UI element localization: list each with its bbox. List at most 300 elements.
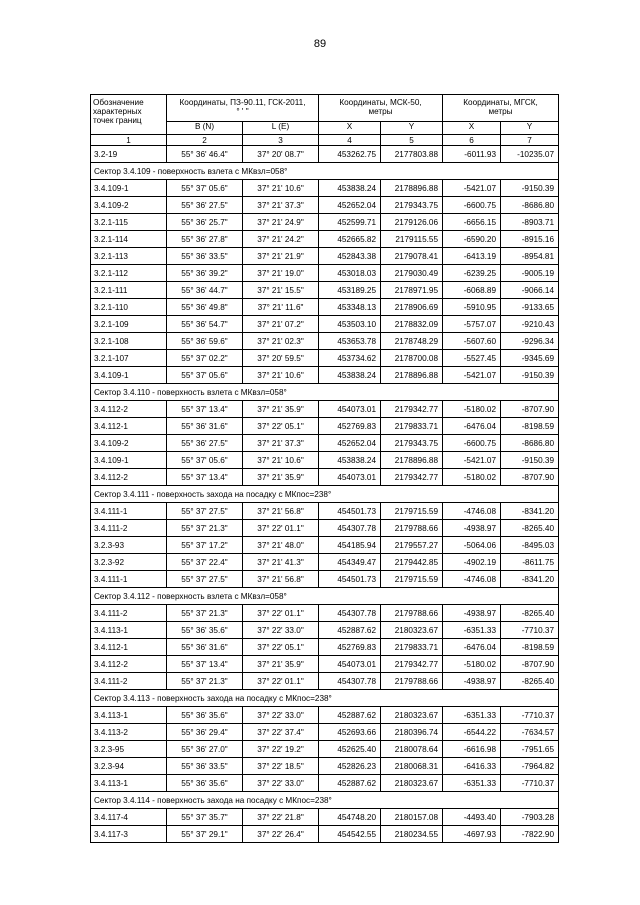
longitude-cell: 37° 21' 48.0" bbox=[243, 537, 319, 554]
point-id-cell: 3.4.117-3 bbox=[91, 826, 167, 843]
sector-title: Сектор 3.4.109 - поверхность взлета с МКвзл=058° bbox=[91, 163, 559, 180]
mgsk-y-cell: -7903.28 bbox=[501, 809, 559, 826]
msk-x-cell: 452887.62 bbox=[319, 707, 381, 724]
msk-x-cell: 452769.83 bbox=[319, 418, 381, 435]
latitude-cell: 55° 36' 49.8" bbox=[167, 299, 243, 316]
table-row bbox=[91, 367, 559, 384]
sector-title: Сектор 3.4.110 - поверхность взлета с МКвзл=058° bbox=[91, 384, 559, 401]
column-index: 3 bbox=[243, 135, 319, 146]
msk-x-cell: 454073.01 bbox=[319, 469, 381, 486]
latitude-cell: 55° 37' 21.3" bbox=[167, 520, 243, 537]
mgsk-y-cell: -7710.37 bbox=[501, 775, 559, 792]
point-id-cell: 3.4.112-2 bbox=[91, 401, 167, 418]
mgsk-y-cell: -9066.14 bbox=[501, 282, 559, 299]
header-col-x-msk: X bbox=[319, 122, 381, 135]
msk-y-cell: 2180234.55 bbox=[381, 826, 443, 843]
column-index: 5 bbox=[381, 135, 443, 146]
msk-y-cell: 2180078.64 bbox=[381, 741, 443, 758]
point-id-cell: 3.4.112-2 bbox=[91, 656, 167, 673]
table-row bbox=[91, 605, 559, 622]
mgsk-y-cell: -8198.59 bbox=[501, 418, 559, 435]
msk-x-cell: 452887.62 bbox=[319, 775, 381, 792]
table-row bbox=[91, 809, 559, 826]
point-id-cell: 3.4.109-1 bbox=[91, 367, 167, 384]
latitude-cell: 55° 37' 29.1" bbox=[167, 826, 243, 843]
table-row bbox=[91, 282, 559, 299]
msk-y-cell: 2179715.59 bbox=[381, 571, 443, 588]
longitude-cell: 37° 21' 10.6" bbox=[243, 180, 319, 197]
msk-x-cell: 453189.25 bbox=[319, 282, 381, 299]
mgsk-y-cell: -7634.57 bbox=[501, 724, 559, 741]
mgsk-x-cell: -6068.89 bbox=[443, 282, 501, 299]
msk-x-cell: 453838.24 bbox=[319, 367, 381, 384]
column-index: 7 bbox=[501, 135, 559, 146]
mgsk-y-cell: -7822.90 bbox=[501, 826, 559, 843]
mgsk-y-cell: -9296.34 bbox=[501, 333, 559, 350]
latitude-cell: 55° 36' 59.6" bbox=[167, 333, 243, 350]
table-row bbox=[91, 299, 559, 316]
latitude-cell: 55° 37' 05.6" bbox=[167, 452, 243, 469]
msk-y-cell: 2179115.55 bbox=[381, 231, 443, 248]
longitude-cell: 37° 21' 24.9" bbox=[243, 214, 319, 231]
mgsk-x-cell: -4938.97 bbox=[443, 520, 501, 537]
point-id-cell: 3.4.109-2 bbox=[91, 197, 167, 214]
mgsk-y-cell: -8903.71 bbox=[501, 214, 559, 231]
msk-x-cell: 453653.78 bbox=[319, 333, 381, 350]
mgsk-y-cell: -8198.59 bbox=[501, 639, 559, 656]
longitude-cell: 37° 20' 59.5" bbox=[243, 350, 319, 367]
msk-x-cell: 454073.01 bbox=[319, 656, 381, 673]
table-row bbox=[91, 333, 559, 350]
longitude-cell: 37° 22' 21.8" bbox=[243, 809, 319, 826]
mgsk-x-cell: -6544.22 bbox=[443, 724, 501, 741]
msk-y-cell: 2179788.66 bbox=[381, 520, 443, 537]
mgsk-y-cell: -7710.37 bbox=[501, 707, 559, 724]
sector-title: Сектор 3.4.113 - поверхность захода на посадку с МКпос=238° bbox=[91, 690, 559, 707]
msk-x-cell: 452599.71 bbox=[319, 214, 381, 231]
msk-x-cell: 453018.03 bbox=[319, 265, 381, 282]
latitude-cell: 55° 36' 27.8" bbox=[167, 231, 243, 248]
msk-y-cell: 2179078.41 bbox=[381, 248, 443, 265]
longitude-cell: 37° 21' 21.9" bbox=[243, 248, 319, 265]
latitude-cell: 55° 37' 21.3" bbox=[167, 605, 243, 622]
table-row bbox=[91, 248, 559, 265]
point-id-cell: 3.4.109-1 bbox=[91, 452, 167, 469]
point-id-cell: 3.2.1-107 bbox=[91, 350, 167, 367]
longitude-cell: 37° 22' 01.1" bbox=[243, 673, 319, 690]
latitude-cell: 55° 37' 27.5" bbox=[167, 503, 243, 520]
point-id-cell: 3.4.109-2 bbox=[91, 435, 167, 452]
longitude-cell: 37° 22' 18.5" bbox=[243, 758, 319, 775]
latitude-cell: 55° 37' 27.5" bbox=[167, 571, 243, 588]
mgsk-y-cell: -8707.90 bbox=[501, 656, 559, 673]
longitude-cell: 37° 20' 08.7" bbox=[243, 146, 319, 163]
msk-y-cell: 2179343.75 bbox=[381, 435, 443, 452]
page-number: 89 bbox=[313, 38, 327, 50]
mgsk-x-cell: -5180.02 bbox=[443, 656, 501, 673]
longitude-cell: 37° 21' 56.8" bbox=[243, 571, 319, 588]
msk-x-cell: 452843.38 bbox=[319, 248, 381, 265]
latitude-cell: 55° 37' 05.6" bbox=[167, 367, 243, 384]
table-row bbox=[91, 707, 559, 724]
sector-title: Сектор 3.4.111 - поверхность захода на посадку с МКпос=238° bbox=[91, 486, 559, 503]
longitude-cell: 37° 21' 10.6" bbox=[243, 367, 319, 384]
mgsk-x-cell: -4697.93 bbox=[443, 826, 501, 843]
msk-y-cell: 2180068.31 bbox=[381, 758, 443, 775]
msk-y-cell: 2179715.59 bbox=[381, 503, 443, 520]
msk-x-cell: 454185.94 bbox=[319, 537, 381, 554]
header-group-pz-unit: ° ' " bbox=[236, 107, 249, 116]
header-point-label: Обозначение характерных точек границ bbox=[91, 95, 167, 135]
point-id-cell: 3.4.117-4 bbox=[91, 809, 167, 826]
point-id-cell: 3.4.111-1 bbox=[91, 503, 167, 520]
point-id-cell: 3.2.1-108 bbox=[91, 333, 167, 350]
table-row bbox=[91, 775, 559, 792]
mgsk-x-cell: -5180.02 bbox=[443, 469, 501, 486]
msk-y-cell: 2178700.08 bbox=[381, 350, 443, 367]
point-id-cell: 3.4.111-1 bbox=[91, 571, 167, 588]
msk-x-cell: 454501.73 bbox=[319, 571, 381, 588]
point-id-cell: 3.2.3-94 bbox=[91, 758, 167, 775]
table-row bbox=[91, 520, 559, 537]
table-row bbox=[91, 214, 559, 231]
point-id-cell: 3.2.1-110 bbox=[91, 299, 167, 316]
longitude-cell: 37° 22' 05.1" bbox=[243, 418, 319, 435]
mgsk-x-cell: -5064.06 bbox=[443, 537, 501, 554]
sector-row bbox=[91, 588, 559, 605]
point-id-cell: 3.4.112-1 bbox=[91, 639, 167, 656]
point-id-cell: 3.4.111-2 bbox=[91, 605, 167, 622]
longitude-cell: 37° 21' 56.8" bbox=[243, 503, 319, 520]
sector-row bbox=[91, 384, 559, 401]
msk-x-cell: 452652.04 bbox=[319, 435, 381, 452]
latitude-cell: 55° 37' 22.4" bbox=[167, 554, 243, 571]
table-row bbox=[91, 146, 559, 163]
column-index: 2 bbox=[167, 135, 243, 146]
point-id-cell: 3.2.3-95 bbox=[91, 741, 167, 758]
longitude-cell: 37° 21' 37.3" bbox=[243, 435, 319, 452]
longitude-cell: 37° 22' 01.1" bbox=[243, 520, 319, 537]
mgsk-x-cell: -5421.07 bbox=[443, 180, 501, 197]
msk-x-cell: 453348.13 bbox=[319, 299, 381, 316]
point-id-cell: 3.4.111-2 bbox=[91, 520, 167, 537]
mgsk-x-cell: -4938.97 bbox=[443, 673, 501, 690]
msk-x-cell: 454307.78 bbox=[319, 673, 381, 690]
msk-x-cell: 453262.75 bbox=[319, 146, 381, 163]
latitude-cell: 55° 36' 44.7" bbox=[167, 282, 243, 299]
mgsk-y-cell: -8954.81 bbox=[501, 248, 559, 265]
msk-x-cell: 453503.10 bbox=[319, 316, 381, 333]
table-row bbox=[91, 452, 559, 469]
sector-title: Сектор 3.4.112 - поверхность взлета с МКвзл=058° bbox=[91, 588, 559, 605]
mgsk-y-cell: -8265.40 bbox=[501, 520, 559, 537]
longitude-cell: 37° 21' 35.9" bbox=[243, 469, 319, 486]
point-id-cell: 3.2.3-93 bbox=[91, 537, 167, 554]
longitude-cell: 37° 21' 10.6" bbox=[243, 452, 319, 469]
table-body bbox=[91, 146, 559, 843]
mgsk-y-cell: -7710.37 bbox=[501, 622, 559, 639]
header-col-b: B (N) bbox=[167, 122, 243, 135]
latitude-cell: 55° 37' 05.6" bbox=[167, 180, 243, 197]
table-row bbox=[91, 350, 559, 367]
mgsk-x-cell: -4938.97 bbox=[443, 605, 501, 622]
msk-x-cell: 452769.83 bbox=[319, 639, 381, 656]
msk-y-cell: 2179030.49 bbox=[381, 265, 443, 282]
msk-x-cell: 452652.04 bbox=[319, 197, 381, 214]
msk-x-cell: 452625.40 bbox=[319, 741, 381, 758]
latitude-cell: 55° 36' 31.6" bbox=[167, 639, 243, 656]
longitude-cell: 37° 22' 01.1" bbox=[243, 605, 319, 622]
table-row bbox=[91, 554, 559, 571]
point-id-cell: 3.2.1-109 bbox=[91, 316, 167, 333]
msk-x-cell: 452693.66 bbox=[319, 724, 381, 741]
mgsk-x-cell: -4746.08 bbox=[443, 503, 501, 520]
msk-y-cell: 2180323.67 bbox=[381, 775, 443, 792]
latitude-cell: 55° 36' 29.4" bbox=[167, 724, 243, 741]
longitude-cell: 37° 21' 15.5" bbox=[243, 282, 319, 299]
mgsk-y-cell: -8341.20 bbox=[501, 571, 559, 588]
longitude-cell: 37° 21' 35.9" bbox=[243, 401, 319, 418]
point-id-cell: 3.2.1-113 bbox=[91, 248, 167, 265]
table-row bbox=[91, 316, 559, 333]
header-col-l: L (E) bbox=[243, 122, 319, 135]
latitude-cell: 55° 36' 33.5" bbox=[167, 758, 243, 775]
msk-x-cell: 452665.82 bbox=[319, 231, 381, 248]
mgsk-y-cell: -8707.90 bbox=[501, 469, 559, 486]
msk-y-cell: 2179126.06 bbox=[381, 214, 443, 231]
msk-x-cell: 453838.24 bbox=[319, 180, 381, 197]
header-col-y-mgsk: Y bbox=[501, 122, 559, 135]
mgsk-x-cell: -6656.15 bbox=[443, 214, 501, 231]
msk-y-cell: 2177803.88 bbox=[381, 146, 443, 163]
mgsk-y-cell: -9005.19 bbox=[501, 265, 559, 282]
msk-y-cell: 2178896.88 bbox=[381, 367, 443, 384]
msk-x-cell: 453734.62 bbox=[319, 350, 381, 367]
mgsk-y-cell: -7951.65 bbox=[501, 741, 559, 758]
mgsk-y-cell: -9150.39 bbox=[501, 180, 559, 197]
sector-row bbox=[91, 163, 559, 180]
mgsk-y-cell: -8686.80 bbox=[501, 435, 559, 452]
mgsk-y-cell: -9150.39 bbox=[501, 452, 559, 469]
column-index: 6 bbox=[443, 135, 501, 146]
table-row bbox=[91, 622, 559, 639]
msk-x-cell: 454307.78 bbox=[319, 520, 381, 537]
mgsk-x-cell: -5180.02 bbox=[443, 401, 501, 418]
msk-y-cell: 2179343.75 bbox=[381, 197, 443, 214]
msk-y-cell: 2179833.71 bbox=[381, 418, 443, 435]
point-id-cell: 3.4.109-1 bbox=[91, 180, 167, 197]
table-row bbox=[91, 724, 559, 741]
msk-y-cell: 2178748.29 bbox=[381, 333, 443, 350]
latitude-cell: 55° 36' 31.6" bbox=[167, 418, 243, 435]
point-id-cell: 3.4.113-1 bbox=[91, 775, 167, 792]
point-id-cell: 3.4.113-2 bbox=[91, 724, 167, 741]
mgsk-x-cell: -6600.75 bbox=[443, 435, 501, 452]
latitude-cell: 55° 36' 39.2" bbox=[167, 265, 243, 282]
table-row bbox=[91, 503, 559, 520]
latitude-cell: 55° 37' 02.2" bbox=[167, 350, 243, 367]
point-id-cell: 3.4.112-2 bbox=[91, 469, 167, 486]
mgsk-y-cell: -9133.65 bbox=[501, 299, 559, 316]
mgsk-x-cell: -6590.20 bbox=[443, 231, 501, 248]
msk-x-cell: 452826.23 bbox=[319, 758, 381, 775]
msk-x-cell: 454542.55 bbox=[319, 826, 381, 843]
mgsk-y-cell: -9150.39 bbox=[501, 367, 559, 384]
column-index: 1 bbox=[91, 135, 167, 146]
msk-y-cell: 2178896.88 bbox=[381, 452, 443, 469]
longitude-cell: 37° 21' 41.3" bbox=[243, 554, 319, 571]
point-id-cell: 3.4.112-1 bbox=[91, 418, 167, 435]
table-row bbox=[91, 418, 559, 435]
longitude-cell: 37° 22' 33.0" bbox=[243, 775, 319, 792]
longitude-cell: 37° 21' 37.3" bbox=[243, 197, 319, 214]
mgsk-x-cell: -5607.60 bbox=[443, 333, 501, 350]
latitude-cell: 55° 36' 27.5" bbox=[167, 197, 243, 214]
header-col-y-msk: Y bbox=[381, 122, 443, 135]
header-group-pz bbox=[167, 95, 319, 122]
mgsk-x-cell: -6476.04 bbox=[443, 418, 501, 435]
msk-y-cell: 2180157.08 bbox=[381, 809, 443, 826]
latitude-cell: 55° 36' 27.0" bbox=[167, 741, 243, 758]
mgsk-x-cell: -5910.95 bbox=[443, 299, 501, 316]
mgsk-x-cell: -6351.33 bbox=[443, 707, 501, 724]
table-row bbox=[91, 401, 559, 418]
mgsk-y-cell: -8611.75 bbox=[501, 554, 559, 571]
msk-x-cell: 454748.20 bbox=[319, 809, 381, 826]
longitude-cell: 37° 22' 05.1" bbox=[243, 639, 319, 656]
header-group-pz-title: Координаты, ПЗ-90.11, ГСК-2011, bbox=[179, 98, 306, 107]
mgsk-x-cell: -6416.33 bbox=[443, 758, 501, 775]
latitude-cell: 55° 36' 25.7" bbox=[167, 214, 243, 231]
mgsk-x-cell: -5421.07 bbox=[443, 367, 501, 384]
table-row bbox=[91, 571, 559, 588]
table-row bbox=[91, 758, 559, 775]
msk-y-cell: 2179557.27 bbox=[381, 537, 443, 554]
msk-y-cell: 2179342.77 bbox=[381, 656, 443, 673]
table-row bbox=[91, 741, 559, 758]
longitude-cell: 37° 21' 11.6" bbox=[243, 299, 319, 316]
sector-row bbox=[91, 486, 559, 503]
mgsk-x-cell: -5527.45 bbox=[443, 350, 501, 367]
mgsk-y-cell: -8341.20 bbox=[501, 503, 559, 520]
point-id-cell: 3.4.113-1 bbox=[91, 707, 167, 724]
point-id-cell: 3.4.113-1 bbox=[91, 622, 167, 639]
coordinates-table bbox=[90, 94, 559, 843]
longitude-cell: 37° 22' 33.0" bbox=[243, 707, 319, 724]
point-id-cell: 3.2.3-92 bbox=[91, 554, 167, 571]
table-row bbox=[91, 180, 559, 197]
sector-row bbox=[91, 792, 559, 809]
mgsk-y-cell: -9210.43 bbox=[501, 316, 559, 333]
msk-y-cell: 2180396.74 bbox=[381, 724, 443, 741]
mgsk-y-cell: -8265.40 bbox=[501, 673, 559, 690]
mgsk-y-cell: -8265.40 bbox=[501, 605, 559, 622]
mgsk-y-cell: -8686.80 bbox=[501, 197, 559, 214]
msk-y-cell: 2180323.67 bbox=[381, 622, 443, 639]
msk-y-cell: 2179788.66 bbox=[381, 673, 443, 690]
header-group-mgsk: Координаты, МГСК, метры bbox=[443, 95, 559, 122]
latitude-cell: 55° 37' 13.4" bbox=[167, 469, 243, 486]
table-row bbox=[91, 231, 559, 248]
mgsk-y-cell: -8495.03 bbox=[501, 537, 559, 554]
latitude-cell: 55° 36' 35.6" bbox=[167, 622, 243, 639]
msk-x-cell: 454307.78 bbox=[319, 605, 381, 622]
table-row bbox=[91, 826, 559, 843]
latitude-cell: 55° 36' 35.6" bbox=[167, 775, 243, 792]
msk-y-cell: 2179788.66 bbox=[381, 605, 443, 622]
msk-y-cell: 2179342.77 bbox=[381, 469, 443, 486]
table-row bbox=[91, 639, 559, 656]
longitude-cell: 37° 21' 35.9" bbox=[243, 656, 319, 673]
mgsk-x-cell: -6616.98 bbox=[443, 741, 501, 758]
msk-x-cell: 452887.62 bbox=[319, 622, 381, 639]
latitude-cell: 55° 37' 35.7" bbox=[167, 809, 243, 826]
msk-y-cell: 2179442.85 bbox=[381, 554, 443, 571]
mgsk-x-cell: -5421.07 bbox=[443, 452, 501, 469]
msk-y-cell: 2179342.77 bbox=[381, 401, 443, 418]
longitude-cell: 37° 22' 33.0" bbox=[243, 622, 319, 639]
mgsk-x-cell: -6011.93 bbox=[443, 146, 501, 163]
table-row bbox=[91, 197, 559, 214]
latitude-cell: 55° 37' 13.4" bbox=[167, 401, 243, 418]
latitude-cell: 55° 37' 21.3" bbox=[167, 673, 243, 690]
msk-y-cell: 2178832.09 bbox=[381, 316, 443, 333]
mgsk-x-cell: -5757.07 bbox=[443, 316, 501, 333]
msk-y-cell: 2179833.71 bbox=[381, 639, 443, 656]
table-row bbox=[91, 673, 559, 690]
mgsk-x-cell: -6600.75 bbox=[443, 197, 501, 214]
latitude-cell: 55° 36' 27.5" bbox=[167, 435, 243, 452]
msk-x-cell: 454349.47 bbox=[319, 554, 381, 571]
table-row bbox=[91, 537, 559, 554]
latitude-cell: 55° 36' 33.5" bbox=[167, 248, 243, 265]
latitude-cell: 55° 36' 54.7" bbox=[167, 316, 243, 333]
sector-row bbox=[91, 690, 559, 707]
longitude-cell: 37° 21' 19.0" bbox=[243, 265, 319, 282]
msk-x-cell: 454501.73 bbox=[319, 503, 381, 520]
mgsk-y-cell: -7964.82 bbox=[501, 758, 559, 775]
mgsk-x-cell: -6351.33 bbox=[443, 622, 501, 639]
point-id-cell: 3.4.111-2 bbox=[91, 673, 167, 690]
mgsk-y-cell: -9345.69 bbox=[501, 350, 559, 367]
point-id-cell: 3.2.1-114 bbox=[91, 231, 167, 248]
table-row bbox=[91, 469, 559, 486]
msk-y-cell: 2180323.67 bbox=[381, 707, 443, 724]
longitude-cell: 37° 22' 26.4" bbox=[243, 826, 319, 843]
mgsk-x-cell: -6413.19 bbox=[443, 248, 501, 265]
column-index: 4 bbox=[319, 135, 381, 146]
longitude-cell: 37° 22' 37.4" bbox=[243, 724, 319, 741]
table-row bbox=[91, 656, 559, 673]
mgsk-x-cell: -6239.25 bbox=[443, 265, 501, 282]
sector-title: Сектор 3.4.114 - поверхность захода на посадку с МКпос=238° bbox=[91, 792, 559, 809]
msk-y-cell: 2178971.95 bbox=[381, 282, 443, 299]
mgsk-y-cell: -8707.90 bbox=[501, 401, 559, 418]
mgsk-y-cell: -8915.16 bbox=[501, 231, 559, 248]
point-id-cell: 3.2.1-112 bbox=[91, 265, 167, 282]
header-group-msk: Координаты, МСК-50, метры bbox=[319, 95, 443, 122]
point-id-cell: 3.2.1-115 bbox=[91, 214, 167, 231]
longitude-cell: 37° 21' 07.2" bbox=[243, 316, 319, 333]
latitude-cell: 55° 36' 46.4" bbox=[167, 146, 243, 163]
mgsk-y-cell: -10235.07 bbox=[501, 146, 559, 163]
mgsk-x-cell: -6351.33 bbox=[443, 775, 501, 792]
msk-y-cell: 2178896.88 bbox=[381, 180, 443, 197]
mgsk-x-cell: -6476.04 bbox=[443, 639, 501, 656]
longitude-cell: 37° 22' 19.2" bbox=[243, 741, 319, 758]
msk-x-cell: 453838.24 bbox=[319, 452, 381, 469]
longitude-cell: 37° 21' 24.2" bbox=[243, 231, 319, 248]
